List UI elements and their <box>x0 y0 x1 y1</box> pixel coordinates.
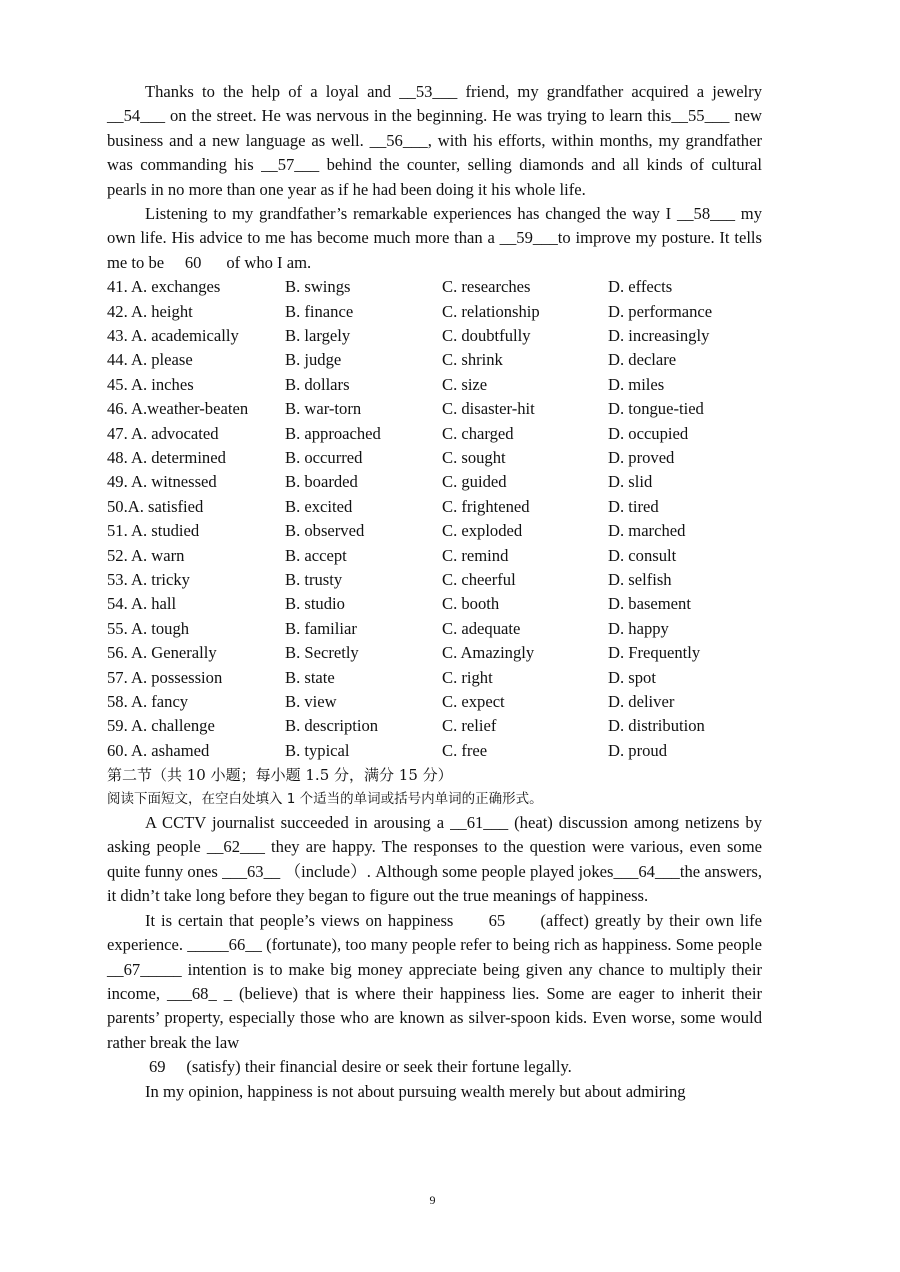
option-a: 58. A. fancy <box>107 691 189 711</box>
option-b: B. dollars <box>285 374 350 394</box>
section-instruction: 阅读下面短文，在空白处填入 1 个适当的单词或括号内单词的正确形式。 <box>107 791 543 808</box>
option-c: C. relief <box>442 716 497 736</box>
exam-page <box>107 80 767 1104</box>
option-row-47 <box>107 422 762 446</box>
option-d: D. occupied <box>608 423 689 443</box>
option-a: 52. A. warn <box>107 545 185 565</box>
options-table <box>107 275 762 763</box>
option-row-44 <box>107 348 762 372</box>
option-b: B. typical <box>285 740 350 760</box>
option-d: D. proud <box>608 740 667 760</box>
page-number: 9 <box>429 1193 436 1207</box>
option-d: D. miles <box>608 374 665 394</box>
option-row-57 <box>107 666 762 690</box>
option-b: B. swings <box>285 277 351 297</box>
option-d: D. tongue-tied <box>608 399 704 419</box>
passage-paragraph-opinion: In my opinion, happiness is not about pursuing wealth merely but about admiring <box>145 1081 686 1101</box>
option-row-45 <box>107 373 762 397</box>
option-row-42 <box>107 300 762 324</box>
option-d: D. spot <box>608 667 656 687</box>
option-c: C. relationship <box>442 301 540 321</box>
option-c: C. remind <box>442 545 509 565</box>
option-b: B. occurred <box>285 447 363 467</box>
option-d: D. consult <box>608 545 677 565</box>
option-row-49 <box>107 470 762 494</box>
option-c: C. researches <box>442 277 531 297</box>
option-row-53 <box>107 568 762 592</box>
option-b: B. trusty <box>285 569 343 589</box>
option-c: C. booth <box>442 594 500 614</box>
passage-paragraph-grandfather-advice: Listening to my grandfather’s remarkable experiences has changed the way I __58___ my own life. His advice to me has become much more than a __59___to improve my posture. It tells me to be 60 of who I am. <box>107 204 767 272</box>
option-a: 43. A. academically <box>107 326 239 346</box>
option-c: C. Amazingly <box>442 643 535 663</box>
option-d: D. effects <box>608 277 673 297</box>
option-b: B. war-torn <box>285 399 362 419</box>
option-d: D. marched <box>608 521 686 541</box>
option-row-48 <box>107 446 762 470</box>
option-a: 51. A. studied <box>107 521 200 541</box>
option-row-52 <box>107 544 762 568</box>
option-b: B. description <box>285 716 379 736</box>
option-row-59 <box>107 714 762 738</box>
option-b: B. state <box>285 667 335 687</box>
option-c: C. disaster-hit <box>442 399 535 419</box>
option-d: D. basement <box>608 594 691 614</box>
option-a: 53. A. tricky <box>107 569 190 589</box>
option-d: D. Frequently <box>608 643 701 663</box>
option-b: B. Secretly <box>285 643 359 663</box>
option-c: C. free <box>442 740 488 760</box>
passage-paragraph-cctv: A CCTV journalist succeeded in arousing a __61___ (heat) discussion among netizens by asking people __62___ they are happy. The responses to the question were various, even some quite funny ones ___63__ （include）. Although some people played jokes___64___the answers, it didn’t take long before they began to figure out the true meanings of happiness. <box>107 813 762 906</box>
option-a: 48. A. determined <box>107 447 226 467</box>
option-d: D. proved <box>608 447 675 467</box>
option-a: 60. A. ashamed <box>107 740 210 760</box>
option-b: B. accept <box>285 545 347 565</box>
passage-paragraph-views: It is certain that people’s views on happiness 65 (affect) greatly by their own life experience. _____66__ (fortunate), too many people refer to being rich as happiness. Some people __67_____ intention is to make big money appreciate being given any chance to multiply their income, ___68_ _ (believe) that is where their happiness lies. Some are eager to inherit their parents’ property, especially those who are known as silver-spoon kids. Even worse, some would rather break the law <box>107 910 767 1052</box>
option-a: 59. A. challenge <box>107 716 215 736</box>
option-c: C. charged <box>442 423 514 443</box>
option-c: C. frightened <box>442 496 530 516</box>
option-row-56 <box>107 641 762 665</box>
option-b: B. approached <box>285 423 381 443</box>
option-d: D. slid <box>608 472 653 492</box>
passage-paragraph-grandfather-jewelry: Thanks to the help of a loyal and __53___ friend, my grandfather acquired a jewelry __54___ on the street. He was nervous in the beginning. He was trying to learn this__55___ new business and a new language as well. __56___, with his efforts, within months, my grandfather was commanding his __57___ behind the counter, selling diamonds and all kinds of cultural pearls in no more than one year as if he had been doing it his whole life. <box>107 82 762 199</box>
option-a: 55. A. tough <box>107 618 190 638</box>
option-row-51 <box>107 519 762 543</box>
option-c: C. sought <box>442 447 506 467</box>
option-d: D. distribution <box>608 716 705 736</box>
option-c: C. cheerful <box>442 569 516 589</box>
option-row-54 <box>107 592 762 616</box>
option-d: D. happy <box>608 618 669 638</box>
option-a: 49. A. witnessed <box>107 472 217 492</box>
option-a: 56. A. Generally <box>107 643 217 663</box>
option-c: C. exploded <box>442 521 523 541</box>
option-b: B. observed <box>285 521 365 541</box>
option-row-46 <box>107 397 762 421</box>
option-d: D. declare <box>608 350 677 370</box>
option-b: B. judge <box>285 350 342 370</box>
option-a: 45. A. inches <box>107 374 194 394</box>
option-d: D. deliver <box>608 691 675 711</box>
option-b: B. largely <box>285 326 351 346</box>
option-a: 54. A. hall <box>107 594 177 614</box>
option-row-50 <box>107 495 762 519</box>
option-c: C. doubtfully <box>442 326 531 346</box>
section-heading: 第二节（共 10 小题；每小题 1.5 分，满分 15 分） <box>107 766 453 785</box>
option-b: B. studio <box>285 594 345 614</box>
option-a: 44. A. please <box>107 350 193 370</box>
option-c: C. guided <box>442 472 507 492</box>
option-d: D. increasingly <box>608 326 710 346</box>
passage-line-69: 69 (satisfy) their financial desire or seek their fortune legally. <box>149 1057 572 1077</box>
option-b: B. boarded <box>285 472 358 492</box>
option-b: B. excited <box>285 496 353 516</box>
option-d: D. performance <box>608 301 713 321</box>
option-row-55 <box>107 617 762 641</box>
option-b: B. familiar <box>285 618 357 638</box>
option-c: C. adequate <box>442 618 521 638</box>
option-a: 42. A. height <box>107 301 193 321</box>
option-b: B. view <box>285 691 337 711</box>
option-a: 50.A. satisfied <box>107 496 204 516</box>
option-c: C. expect <box>442 691 505 711</box>
option-d: D. tired <box>608 496 659 516</box>
option-c: C. right <box>442 667 493 687</box>
option-a: 57. A. possession <box>107 667 223 687</box>
option-a: 41. A. exchanges <box>107 277 221 297</box>
option-row-60 <box>107 739 762 763</box>
option-d: D. selfish <box>608 569 672 589</box>
option-row-58 <box>107 690 762 714</box>
option-c: C. shrink <box>442 350 503 370</box>
option-b: B. finance <box>285 301 354 321</box>
option-c: C. size <box>442 374 488 394</box>
option-a: 47. A. advocated <box>107 423 219 443</box>
option-row-41 <box>107 275 762 299</box>
option-a: 46. A.weather-beaten <box>107 399 249 419</box>
option-row-43 <box>107 324 762 348</box>
